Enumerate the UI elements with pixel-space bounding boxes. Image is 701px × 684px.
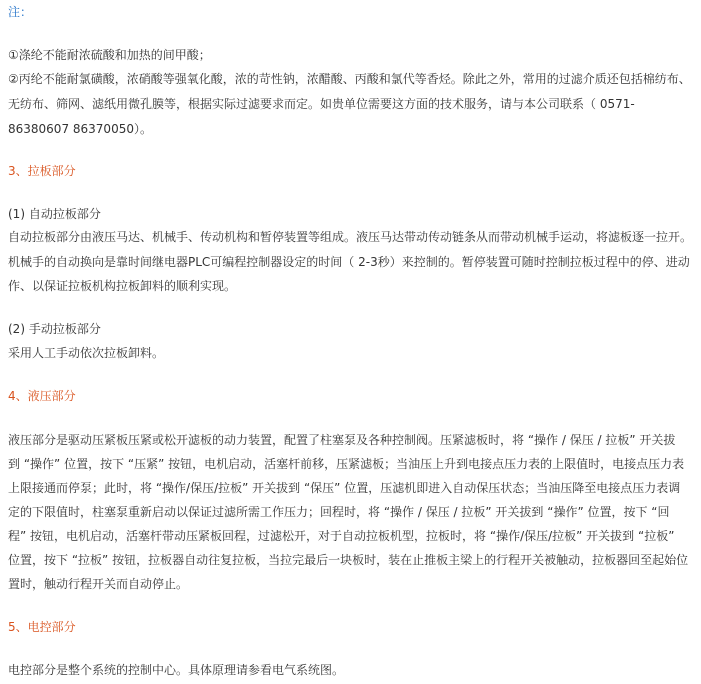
section-4-line-4: 定的下限值时，柱塞泵重新启动以保证过滤所需工作压力；回程时，将 “操作 / 保压 / 拉板” 开关拔到 “操作” 位置，按下 “回 <box>8 505 670 519</box>
section-5-title: 5、电控部分 <box>8 620 76 634</box>
section-4-title: 4、液压部分 <box>8 389 76 403</box>
note-label: 注： <box>8 5 33 19</box>
section-4-line-7: 置时，触动行程开关而自动停止。 <box>8 577 189 591</box>
section-4-line-6: 位置，按下 “拉板” 按钮，拉板器自动往复拉板，当拉完最后一块板时，装在止推板主梁上的行程开关被触动，拉板器回至起始位 <box>8 553 689 567</box>
section-3-1-line-2: 机械手的自动换向是靠时间继电器PLC可编程控制器设定的时间（ 2-3秒）来控制的。暂停装置可随时控制拉板过程中的停、进动 <box>8 255 690 269</box>
section-3-2-line-1: 采用人工手动依次拉板卸料。 <box>8 346 165 360</box>
note-item-1: ①涤纶不能耐浓硫酸和加热的间甲酸； <box>8 48 211 62</box>
section-4-line-5: 程” 按钮，电机启动，活塞杆带动压紧板回程，过滤松开，对于自动拉板机型，拉板时，将 “操作/保压/拉板” 开关拔到 “拉板” <box>8 529 675 543</box>
section-5-line-1: 电控部分是整个系统的控制中心。具体原理请参看电气系统图。 <box>8 663 345 677</box>
section-4-line-1: 液压部分是驱动压紧板压紧或松开滤板的动力装置，配置了柱塞泵及各种控制阀。压紧滤板时，将 “操作 / 保压 / 拉板” 开关拔 <box>8 433 676 447</box>
section-4-line-2: 到 “操作” 位置，按下 “压紧” 按钮，电机启动，活塞杆前移，压紧滤板；当油压上升到电接点压力表的上限值时，电接点压力表 <box>8 457 685 471</box>
note-item-2-line-2: 无纺布、筛网、滤纸用微孔膜等，根据实际过滤要求而定。如贵单位需要这方面的技术服务，请与本公司联系（ 0571- <box>8 97 635 111</box>
note-item-2-line-3: 86380607 86370050）。 <box>8 122 152 136</box>
section-3-title: 3、拉板部分 <box>8 164 76 178</box>
note-item-2-line-1: ②丙纶不能耐氯磺酸，浓硝酸等强氧化酸，浓的苛性钠，浓醋酸、丙酸和氯代等香烃。除此之外，常用的过滤介质还包括棉纺布、 <box>8 72 691 86</box>
section-3-2-title: (2) 手动拉板部分 <box>8 322 101 336</box>
section-3-1-line-1: 自动拉板部分由液压马达、机械手、传动机构和暂停装置等组成。液压马达带动传动链条从而带动机械手运动，将滤板逐一拉开。 <box>8 230 693 244</box>
section-3-1-title: (1) 自动拉板部分 <box>8 207 101 221</box>
section-4-line-3: 上限接通而停泵；此时，将 “操作/保压/拉板” 开关拔到 “保压” 位置，压滤机即进入自动保压状态；当油压降至电接点压力表调 <box>8 481 681 495</box>
section-3-1-line-3: 作、以保证拉板机构拉板卸料的顺利实现。 <box>8 279 237 293</box>
